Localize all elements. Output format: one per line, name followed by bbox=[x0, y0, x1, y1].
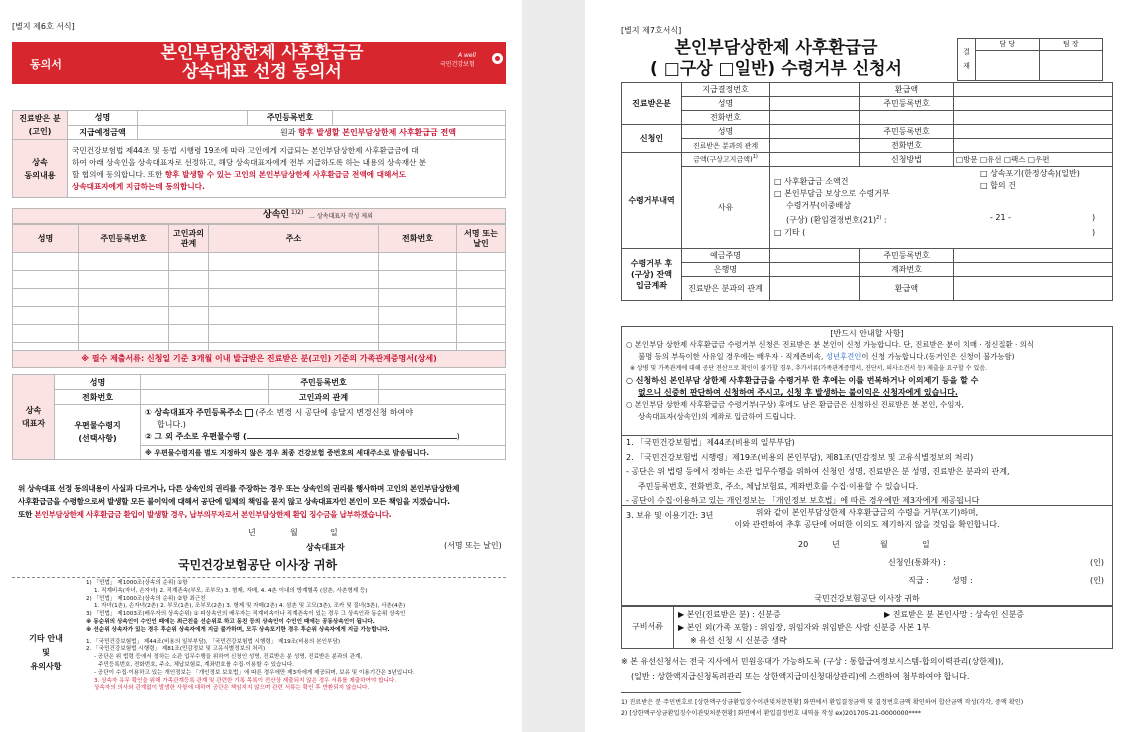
logo-slogan: A well bbox=[458, 52, 476, 59]
heir-row[interactable] bbox=[13, 289, 506, 307]
left-addressee: 국민건강보험공단 이사장 귀하 bbox=[178, 558, 338, 572]
declaration-box bbox=[621, 506, 1113, 606]
left-form-page bbox=[0, 0, 522, 732]
amount-label: 금액(구상고지금액)$^{1)}$ bbox=[682, 153, 770, 167]
staff-name-label: 성명 : bbox=[952, 576, 973, 585]
reason-inheritance-waiver[interactable]: □ 상속포기(한정상속)(일반) bbox=[980, 169, 1080, 178]
depositor-label: 예금주명 bbox=[682, 249, 770, 263]
form-title-line1: 본인부담상한제 사후환급금 bbox=[674, 38, 878, 58]
date-year: 20 bbox=[798, 540, 809, 549]
patient-label: 진료받은분 bbox=[622, 83, 682, 125]
heirs-header bbox=[12, 208, 506, 224]
bank-label: 은행명 bbox=[682, 263, 770, 277]
documents-table bbox=[621, 606, 1113, 649]
seal-mark: (인) bbox=[1090, 558, 1104, 567]
approval-sign-leader[interactable] bbox=[1039, 50, 1103, 80]
sign-note: (서명 또는 날인) bbox=[444, 541, 502, 550]
date-y: 년 bbox=[832, 540, 840, 549]
account-no-label: 계좌번호 bbox=[860, 263, 954, 277]
applicant-relation-field[interactable] bbox=[770, 139, 860, 153]
refund-amount-field[interactable] bbox=[954, 83, 1113, 97]
won-label: 원과 bbox=[280, 127, 296, 137]
approval-col-staff: 담 당 bbox=[976, 39, 1040, 51]
refund-amount-label: 환급액 bbox=[860, 83, 954, 97]
right-form-page bbox=[585, 0, 1127, 732]
heir-col-relation: 고인과의 관계 bbox=[169, 225, 209, 253]
applicant-label: 신청인 bbox=[622, 125, 682, 153]
refusal-label: 수령거부내역 bbox=[622, 153, 682, 249]
required-docs-note: ※ 필수 제출서류: 신청일 기준 3개월 이내 발급받은 진료받은 분(고인) 기준의 가족관계증명서(상세) bbox=[12, 350, 506, 368]
patient-label: 진료받은 분 (고인) bbox=[13, 111, 68, 140]
applicant-sign-label: 신청인(통화자) : bbox=[888, 558, 946, 567]
reason-double-compensation: 수령거부(이중배상 bbox=[786, 201, 851, 211]
account-rrn-field[interactable] bbox=[954, 249, 1113, 263]
reason-compensation[interactable]: □ 본인부담금 보상으로 수령거부 bbox=[774, 189, 890, 199]
decision-no-field[interactable] bbox=[770, 83, 860, 97]
refund-amount2-field[interactable] bbox=[954, 277, 1113, 301]
rep-rrn-field[interactable] bbox=[379, 375, 506, 390]
date-m: 월 bbox=[880, 540, 888, 549]
approval-col-leader: 팀 장 bbox=[1039, 39, 1103, 51]
heir-col-rrn: 주민등록번호 bbox=[79, 225, 169, 253]
bank-field[interactable] bbox=[770, 263, 860, 277]
rep-name-label: 성명 bbox=[55, 375, 141, 390]
mail-note: ※ 우편물수령지를 별도 지정하지 않은 경우 최종 건강보험 증번호의 세대주소로 발송됩니다. bbox=[141, 446, 506, 460]
footnotes: 1) 진료받은 분 주민번호로 [상한액구상금환입징수이관및처분현황] 화면에서 환입결정금액 및 결정번호금액 확인하여 합산금액 작성(각각, 중액 확인) 2) [상한액구상금환입징수이관및처분현황] 화면에서 환입결정번호 내역을 작성 ex)201705-21-0000000**** bbox=[621, 699, 1024, 717]
footnote-divider bbox=[621, 692, 741, 693]
form-number: [별지 제6호 서식] bbox=[12, 22, 75, 31]
documents-list: ▶ 본인(진료받은 분) : 신분증 ▶ 진료받은 분 본인사망 : 상속인 신분증 ▶ 본인 외(가족 포함) : 위임장, 위임자와 위임받은 사람 신분증 사본 1부 ※ 유선 신청 시 신분증 생략 bbox=[674, 607, 1113, 649]
title-banner bbox=[12, 42, 506, 84]
rep-relation-field[interactable] bbox=[379, 390, 506, 405]
method-label: 신청방법 bbox=[860, 153, 954, 167]
representative-label: 상속 대표자 bbox=[13, 375, 55, 460]
nhis-logo-icon bbox=[492, 53, 503, 64]
date-month: 월 bbox=[290, 528, 298, 537]
form-number: [별지 제7호서식] bbox=[621, 26, 682, 35]
representative-table bbox=[12, 374, 506, 460]
patient-table bbox=[12, 110, 506, 198]
relation-field[interactable] bbox=[770, 277, 860, 301]
patient-rrn-label: 주민등록번호 bbox=[860, 97, 954, 111]
nhis-logo-text: 국민건강보험 bbox=[440, 61, 475, 68]
heirs-note: … 상속대표자 작성 제외 bbox=[309, 213, 373, 220]
rep-rrn-label: 주민등록번호 bbox=[269, 375, 379, 390]
refund-amount2-label: 환급액 bbox=[860, 277, 954, 301]
liability-statement: 위 상속대표 선정 동의내용이 사실과 다르거나, 다른 상속인의 권리를 주장하는 경우 또는 상속인의 권리를 행사하며 고인의 본인부담상한제 사후환급금을 수령함으로써 발생할 모든 불이익에 대해서 공단에 일체의 책임을 묻지 않고 상속대표자인 본인이 모든 책임을 지겠습니다. 또한 본인부담상한제 사후환급금 환입이 발생할 경우, 납부의무자로서 본인부담상한제 환입 징수금을 납부하겠습니다. bbox=[18, 484, 460, 519]
applicant-rrn-field[interactable] bbox=[954, 125, 1113, 139]
other-notes-list: 1) 「민법」 제1000조(상속의 순위) ①항 1. 직계비속(자녀, 손자녀) 2. 직계존속(부모, 조부모) 3. 형제, 자매, 4. 4촌 이내의 방계혈족 (삼촌, 사촌형제 등) 2) 「민법」 제1000조(상속의 순위) ②항 최근친 1. 자녀(1촌), 손자녀(2촌) 2. 부모(1촌), 조부모(2촌) 3. 형제 및 자매(2촌) 4. 삼촌 및 고모(3촌), 조카 및 질녀(3촌), 사촌(4촌) 3) 「민법」 제1003조(배우자의 상속순위) ① 피상속인의 배우자는 직계비속이나 직계존속이 있는 경우 그 상속인과 동순위 상속인 ※ 동순위의 상속인이 수인인 때에는 최근친을 선순위로 하고 동친 등의 상속인이 수인인 때에는 공동상속인이 됩니다. ※ 선순위 상속자가 있는 경우 후순위 상속자에게 지급 불가하며, 모두 상속포기한 경우 후순위 상속자에게 지급 가능합니다. 1. 「국민건강보험법」 제44조(비용의 일부부담), 「국민건강보험법 시행령」 제19조(비용의 본인부담) 2. 「국민건강보험법 시행령」 제81조(민감정보 및 고유식별정보의 처리) - 공단은 위 법령 등에서 정하는 소관 업무수행을 위하여 신청인 성명, 진료받은 분 성명, 진료받은 분과의 관계, 주민등록번호, 전화번호, 주소, 체납보험료, 계좌번호를 수집·이용할 수 있습니다. - 공단이 수집·이용하고 있는 개인정보는 「개인정보 보호법」에 따른 경우에만 제3자에게 제공되며, 보유 및 이용기간은 3년입니다. 3. 상속자 유무 확인을 위해 가족관계등록 관계 및 관련한 기록 목록이 전산상 제출되지 않은 경우 서류를 제출하여야 합니다. 상속자의 의사와 관계없이 발생한 사항에 대하여 공단은 책임지지 않으며 관련 서류는 확인 후 반환되지 않습니다. bbox=[86, 580, 415, 692]
applicant-name-field[interactable] bbox=[770, 125, 860, 139]
reason-label: 사유 bbox=[682, 167, 770, 249]
heir-col-name: 성명 bbox=[13, 225, 79, 253]
reason-other[interactable]: □ 기타 ( bbox=[774, 227, 806, 237]
other-notes-label: 기타 안내 및 유의사항 bbox=[29, 634, 63, 671]
relation-label: 진료받은 분과의 관계 bbox=[682, 277, 770, 301]
patient-rrn-field[interactable] bbox=[954, 97, 1113, 111]
rrn-field[interactable] bbox=[333, 111, 506, 126]
depositor-field[interactable] bbox=[770, 249, 860, 263]
reason-small-amount[interactable]: □ 사후환급금 소액건 bbox=[774, 177, 849, 187]
applicant-phone-label: 전화번호 bbox=[860, 139, 954, 153]
divider bbox=[12, 577, 506, 578]
amount-note: 향후 발생할 본인부담상한제 사후환급금 전액 bbox=[298, 127, 456, 137]
patient-name-field[interactable] bbox=[770, 97, 860, 111]
patient-phone-label: 전화번호 bbox=[682, 111, 770, 125]
heir-col-phone: 전화번호 bbox=[379, 225, 457, 253]
documents-label: 구비서류 bbox=[622, 607, 674, 649]
reason-options[interactable]: □ 사후환급금 소액건 □ 본인부담금 보상으로 수령거부 수령거부(이중배상 (구상) (환입결정번호$(21)^{2)}$ : - 21 - ) □ 기타 ( ) □ 상속포기(한정상속)(일반) □ 합의 건 bbox=[770, 167, 1113, 249]
form-title-line2: 상속대표 선정 동의서 bbox=[182, 62, 342, 82]
applicant-name-label: 성명 bbox=[682, 125, 770, 139]
declaration-line1: 위와 같이 본인부담상한제 사후환급금의 수령을 거부(포기)하며, bbox=[755, 508, 979, 517]
mail-address-label: 우편물수령지 (선택사항) bbox=[55, 405, 141, 460]
right-addressee: 국민건강보험공단 이사장 귀하 bbox=[814, 594, 920, 603]
account-label: 수령거부 후 (구상) 잔액 입금계좌 bbox=[622, 249, 682, 301]
heirs-title: 상속인 bbox=[263, 210, 290, 220]
heirs-sup: 1)2) bbox=[291, 209, 304, 216]
heir-row[interactable] bbox=[13, 253, 506, 271]
application-table bbox=[621, 82, 1113, 301]
rep-phone-label: 전화번호 bbox=[55, 390, 141, 405]
applicant-relation-label: 진료받은 분과의 관계 bbox=[682, 139, 770, 153]
declaration-line2: 이와 관련하여 추후 공단에 어떠한 이의도 제기하지 않을 것임을 확인합니다. bbox=[734, 520, 1000, 530]
amount-label: 지급예정금액 bbox=[68, 125, 138, 140]
approval-box bbox=[957, 38, 1103, 81]
heir-row[interactable] bbox=[13, 271, 506, 289]
account-no-field[interactable] bbox=[954, 263, 1113, 277]
scan-notice: ※ 본 유선신청서는 전국 지사에서 민원응대가 가능하도록 (구상 : 통합급여정보시스템-합의이력관리(상한제)), (일반 : 상한액지급신청독려관리 또는 상한액지급미신청대상관리)에 스캔하여 첨부하여야 합니다. bbox=[621, 657, 1004, 681]
approval-sign-staff[interactable] bbox=[976, 50, 1040, 80]
heir-col-sign: 서명 또는 날인 bbox=[457, 225, 506, 253]
rep-relation-label: 고인과의 관계 bbox=[269, 390, 379, 405]
position-label: 직급 : bbox=[908, 576, 929, 585]
form-title-line1: 본인부담상한제 사후환급금 bbox=[160, 43, 364, 63]
patient-name-label: 성명 bbox=[682, 97, 770, 111]
notice-title: [반드시 안내할 사항] bbox=[830, 329, 904, 338]
rep-name-field[interactable] bbox=[141, 375, 269, 390]
notice-box bbox=[621, 326, 1113, 436]
reason-settlement[interactable]: □ 합의 건 bbox=[980, 181, 1016, 190]
account-rrn-label: 주민등록번호 bbox=[860, 249, 954, 263]
consent-badge: 동의서 bbox=[30, 58, 62, 71]
signer-label: 상속대표자 bbox=[306, 543, 345, 552]
rrn-label: 주민등록번호 bbox=[248, 111, 333, 126]
approval-label: 결 재 bbox=[958, 39, 976, 81]
method-options[interactable]: □방문 □유선 □팩스 □우편 bbox=[954, 153, 1113, 167]
date-d: 일 bbox=[922, 540, 930, 549]
date-day: 일 bbox=[330, 528, 338, 537]
consent-label: 상속 동의내용 bbox=[13, 140, 68, 198]
heir-row[interactable] bbox=[13, 325, 506, 343]
mail-option-1[interactable]: ① 상속대표자 주민등록주소 (주소 변경 시 공단에 송달지 변경신청 하여야 합니다.) ② 그 외 주소로 우편물수령 ( ) bbox=[141, 405, 506, 446]
form-title-line2: ( □구상 □일반) 수령거부 신청서 bbox=[650, 59, 902, 79]
checkbox[interactable] bbox=[245, 409, 253, 417]
heir-row[interactable] bbox=[13, 307, 506, 325]
consent-content: 국민건강보험법 제44조 및 동법 시행령 19조에 따라 고인에게 지급되는 본인부담상한제 사후환급금에 대 하여 아래 상속인을 상속대표자로 선정하고, 해당 상속대표자에게 전부 지급하도록 하는 내용의 상속재산 분 할 협의에 동의합니다. 또한 향후 발생할 수 있는 고인의 본인부담상한제 사후환급금 전액에 대해서도 상속대표자에게 지급하는데 동의합니다. bbox=[68, 140, 506, 198]
date-year: 년 bbox=[248, 528, 256, 537]
legal-basis: 1. 「국민건강보험법」제44조(비용의 일부부담) 2. 「국민건강보험법 시행령」제19조(비용의 본인부담), 제81조(민감정보 및 고유식별정보의 처리) - 공단은 위 법령 등에서 정하는 소관 업무수행을 위하여 신청인 성명, 진료받은 분 성명, 진료받은 분과의 관계, 주민등록번호, 전화번호, 주소, 체납보험료, 계좌번호를 수집·이용할 수 있습니다. - 공단이 수집·이용하고 있는 개인정보는 「개인정보 보호법」에 따른 경우에만 제3자에게 제공됩니다 3. 보유 및 이용기간: 3년 bbox=[621, 436, 1113, 506]
heirs-table bbox=[12, 224, 506, 361]
amount-field[interactable] bbox=[770, 153, 860, 167]
name-field[interactable] bbox=[138, 111, 248, 126]
decision-no-label: 지급결정번호 bbox=[682, 83, 770, 97]
rep-phone-field[interactable] bbox=[141, 390, 269, 405]
applicant-phone-field[interactable] bbox=[954, 139, 1113, 153]
notice-content: ○ 본인부담 상한제 사후환급금 수령거부 신청은 진료받은 분 본인이 신청 가능합니다. 단, 진료받은 분이 치매 · 정신질환 · 의식 불명 등의 부득이한 사유일 경우에는 배우자 · 직계존비속, 성년후견인이 신청 가능합니다.(동거인은 신청이 불가능함) ※ 상병 및 가족관계에 대해 공단 전산으로 확인이 불가할 경우, 추가서류(가족관계증명서, 진단서, 의사소견서 등) 제출을 요구할 수 있음. ○ 신청하신 본인부담 상한제 사후환급금을 수령거부 한 후에는 이를 번복하거나 이의제기 등을 할 수 없으니 신중히 판단하여 신청하여 주시고, 신청 후 발생하는 불이익은 신청자에게 있습니다. ○ 본인부담 상한제 사후환급금 수령거부(구상) 후에도 남은 환급금은 신청하신 진료받은 분 본인, 수임자, 상속대표자(상속인)의 계좌로 입금하여 드립니다. bbox=[626, 340, 1034, 422]
patient-phone-field[interactable] bbox=[770, 111, 860, 125]
seal-mark-2: (인) bbox=[1090, 576, 1104, 585]
heir-col-address: 주소 bbox=[209, 225, 379, 253]
applicant-rrn-label: 주민등록번호 bbox=[860, 125, 954, 139]
name-label: 성명 bbox=[68, 111, 138, 126]
